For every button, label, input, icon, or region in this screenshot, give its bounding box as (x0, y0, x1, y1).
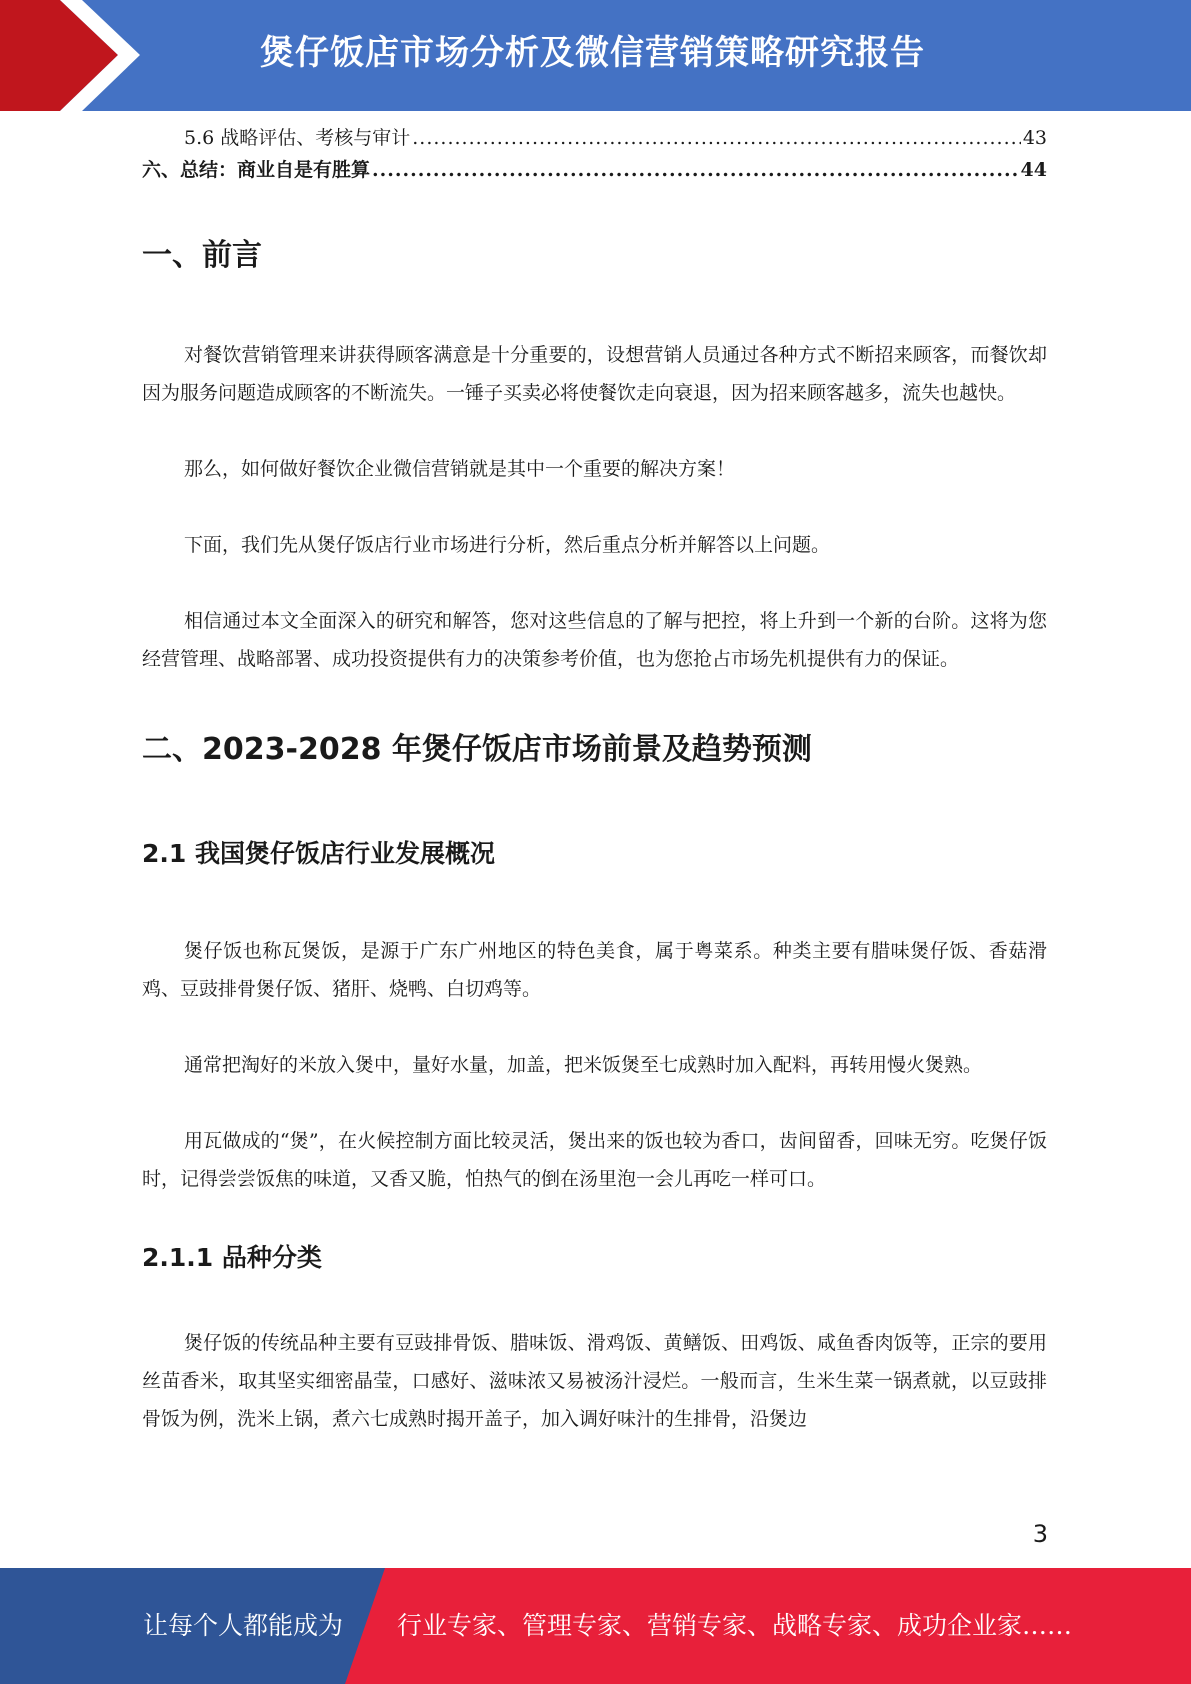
page-number: 3 (1032, 1520, 1048, 1548)
toc-entry-page: 44 (1020, 159, 1047, 181)
paragraph: 通常把淘好的米放入煲中，量好水量，加盖，把米饭煲至七成熟时加入配料，再转用慢火煲熟。 (184, 1054, 983, 1076)
toc-leader-dots (412, 122, 1021, 154)
paragraph: 下面，我们先从煲仔饭店行业市场进行分析，然后重点分析并解答以上问题。 (184, 534, 831, 556)
page-content (142, 122, 1047, 1438)
footer-slogan-right: 行业专家、管理专家、营销专家、战略专家、成功企业家…… (397, 1611, 1073, 1640)
paragraph: 对餐饮营销管理来讲获得顾客满意是十分重要的，设想营销人员通过各种方式不断招来顾客，而餐饮却因为服务问题造成顾客的不断流失。一锤子买卖必将使餐饮走向衰退，因为招来顾客越多，流失也越快。 (142, 344, 1047, 404)
toc-entry-text: 六、总结：商业自是有胜算 (142, 159, 371, 181)
paragraph: 煲仔饭也称瓦煲饭，是源于广东广州地区的特色美食，属于粤菜系。种类主要有腊味煲仔饭、香菇滑鸡、豆豉排骨煲仔饭、猪肝、烧鸭、白切鸡等。 (142, 940, 1047, 1000)
toc-leader-dots (372, 154, 1019, 186)
toc-entry-text: 5.6 战略评估、考核与审计 (184, 127, 411, 149)
toc-entry[interactable] (142, 154, 1047, 186)
subsection-heading-variety-classification: 2.1.1 品种分类 (142, 1243, 322, 1272)
footer-slogan-left: 让每个人都能成为 (143, 1611, 344, 1640)
paragraph: 用瓦做成的“煲”，在火候控制方面比较灵活，煲出来的饭也较为香口，齿间留香，回味无穷。吃煲仔饭时，记得尝尝饭焦的味道，又香又脆，怕热气的倒在汤里泡一会儿再吃一样可口。 (142, 1130, 1047, 1190)
table-of-contents (142, 122, 1047, 186)
subsection-heading-industry-overview: 2.1 我国煲仔饭店行业发展概况 (142, 839, 495, 868)
section-heading-market-outlook: 二、2023-2028 年煲仔饭店市场前景及趋势预测 (142, 732, 812, 767)
report-title: 煲仔饭店市场分析及微信营销策略研究报告 (260, 33, 925, 73)
section-heading-preface: 一、前言 (142, 238, 262, 273)
paragraph: 那么，如何做好餐饮企业微信营销就是其中一个重要的解决方案！ (184, 458, 736, 480)
page-header (0, 0, 1191, 111)
paragraph: 相信通过本文全面深入的研究和解答，您对这些信息的了解与把控，将上升到一个新的台阶。这将为您经营管理、战略部署、成功投资提供有力的决策参考价值，也为您抢占市场先机提供有力的保证。 (142, 610, 1047, 670)
red-chevron-decoration (0, 0, 200, 111)
toc-entry-page: 43 (1022, 127, 1047, 149)
paragraph: 煲仔饭的传统品种主要有豆豉排骨饭、腊味饭、滑鸡饭、黄鳝饭、田鸡饭、咸鱼香肉饭等，正宗的要用丝苗香米，取其坚实细密晶莹，口感好、滋味浓又易被汤汁浸烂。一般而言，生米生菜一锅煮就，以豆豉排骨饭为例，洗米上锅，煮六七成熟时揭开盖子，加入调好味汁的生排骨，沿煲边 (142, 1332, 1047, 1430)
page-footer (0, 1568, 1191, 1684)
toc-entry[interactable] (142, 122, 1047, 154)
